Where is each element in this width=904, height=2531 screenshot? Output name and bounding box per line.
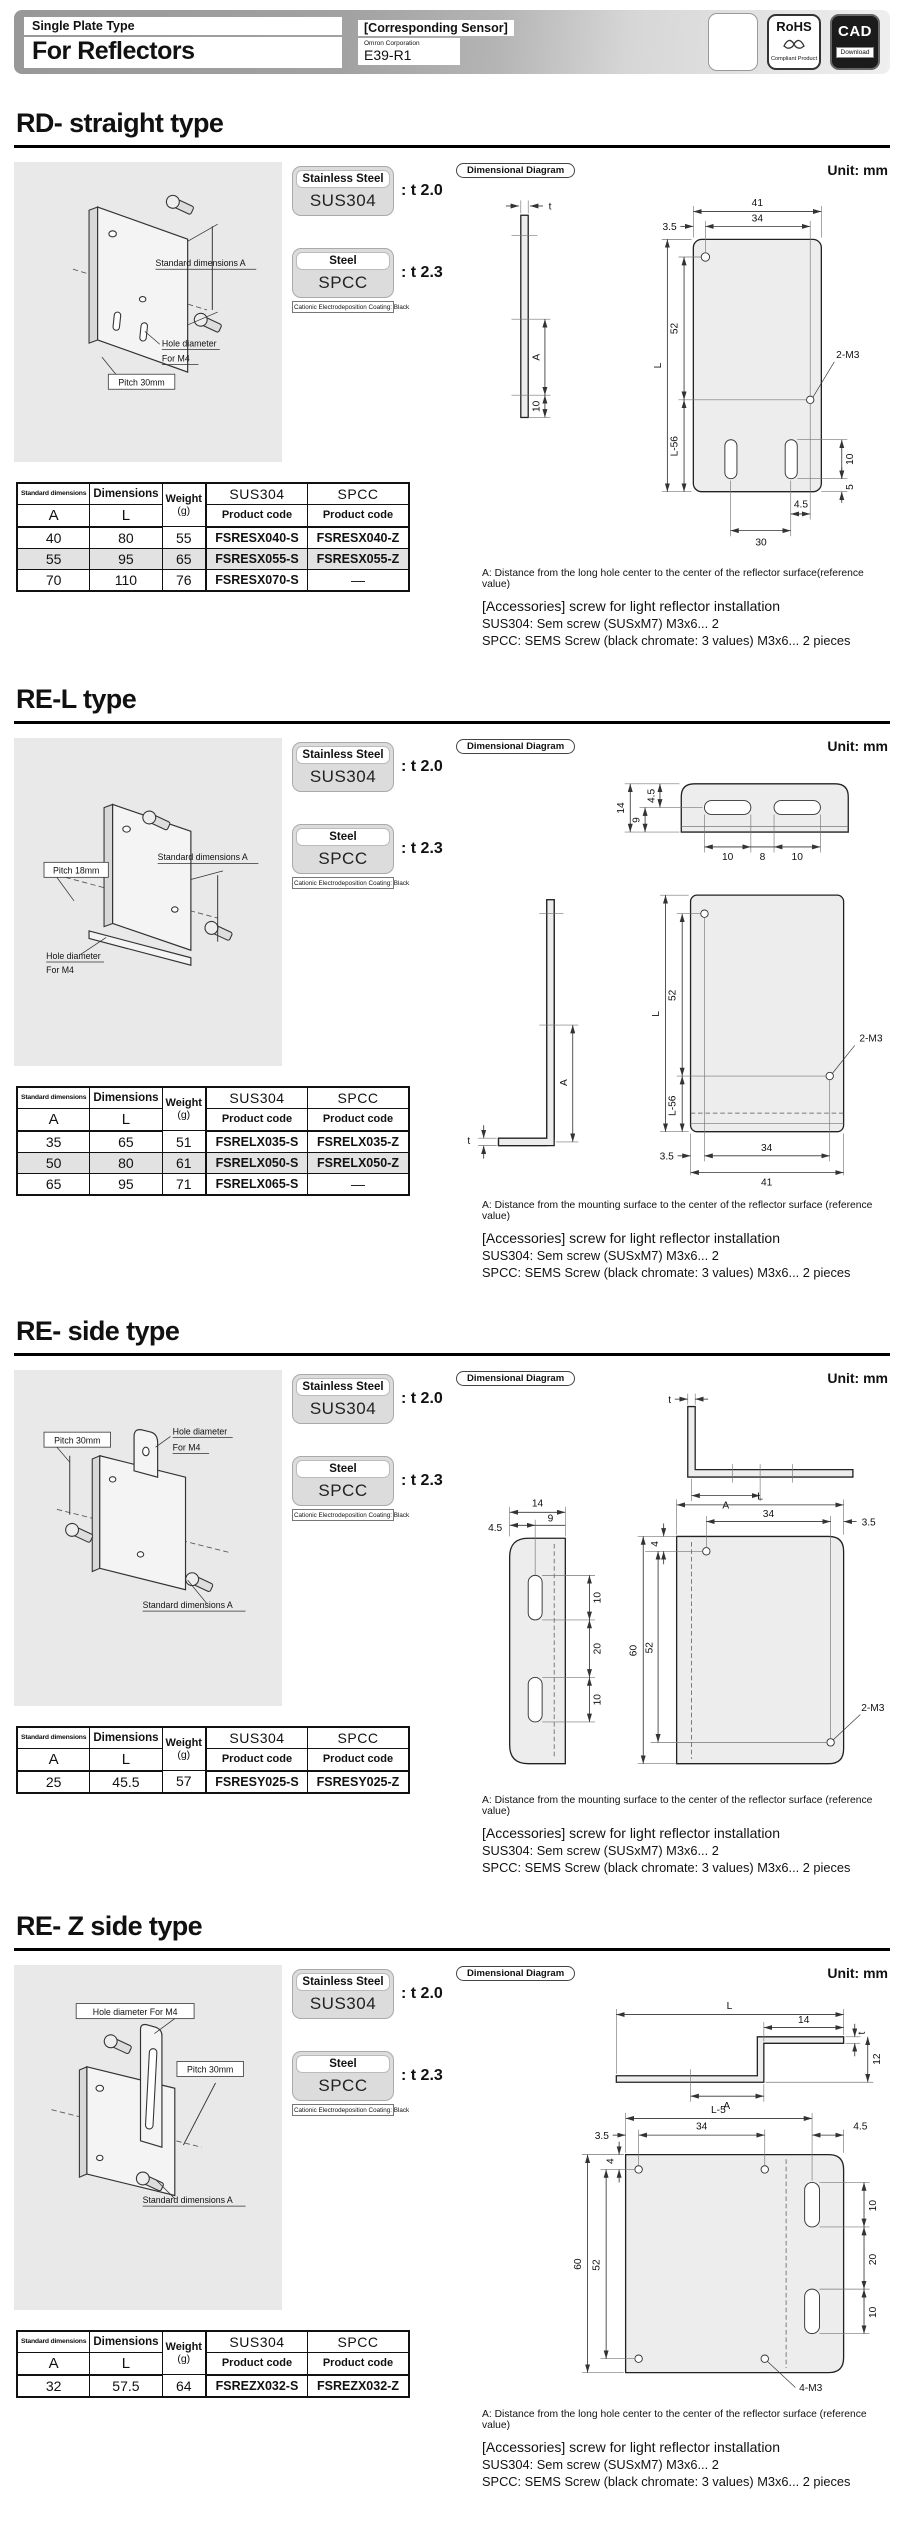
spec-table	[16, 1086, 410, 1196]
illustration-drawing	[14, 1965, 282, 2217]
material-code: SUS304	[309, 1399, 377, 1419]
accessories-title: [Accessories] screw for light reflector installation	[482, 1230, 780, 1247]
note-dimension-a: A: Distance from the mounting surface to the center of the reflector surface (reference value)	[482, 1200, 873, 1223]
rohs-title: RoHS	[776, 19, 812, 34]
illustration-label: Standard dimensions A	[142, 1600, 233, 1611]
material-thickness: : t 2.3	[401, 2067, 443, 2085]
dim-label: A	[722, 1500, 730, 1512]
material-name: Stainless Steel	[296, 746, 390, 764]
col-header: Dimensions	[90, 1087, 162, 1109]
dim-label: 10	[791, 852, 803, 864]
table-row: 70 110 76 FSRESX070-S —	[17, 569, 409, 591]
material-thickness: : t 2.0	[401, 758, 443, 776]
material-thickness: : t 2.3	[401, 840, 443, 858]
section-title: RE- side type	[14, 1316, 890, 1356]
col-header: SUS304	[206, 2331, 308, 2353]
illustration-label: Standard dimensions A	[142, 2195, 233, 2206]
dim-label: 52	[667, 989, 679, 1002]
screw-icon	[192, 311, 223, 334]
page-title: For Reflectors	[24, 37, 342, 68]
section-title: RE-L type	[14, 684, 890, 724]
col-subheader: Product code	[206, 504, 308, 527]
coating-note: Cationic Electrodeposition Coating: Black	[292, 1509, 394, 1521]
col-subheader: L	[90, 504, 162, 527]
coating-note: Cationic Electrodeposition Coating: Black	[292, 877, 394, 889]
col-header: Weight (g)	[162, 2331, 206, 2375]
accessories-sus: SUS304: Sem screw (SUSxM7) M3x6... 2	[482, 1843, 719, 1859]
product-illustration	[14, 1965, 282, 2310]
dim-label: t	[856, 2031, 868, 2035]
material-specs	[292, 1965, 444, 2310]
illustration-label: Hole diameter For M4	[92, 2007, 178, 2018]
col-header: SPCC	[307, 483, 409, 505]
section-re-side-type	[14, 1316, 890, 1877]
col-subheader: Product code	[307, 1748, 409, 1771]
section-notes	[454, 1787, 890, 1875]
col-subheader: L	[90, 2352, 162, 2375]
dim-label: 30	[755, 537, 767, 549]
table-row: 55 95 65 FSRESX055-S FSRESX055-Z	[17, 548, 409, 569]
section-title: RD- straight type	[14, 108, 890, 148]
material-name: Stainless Steel	[296, 1378, 390, 1396]
dim-label: 41	[751, 197, 764, 209]
dim-label: 9	[547, 1513, 554, 1525]
material-name: Stainless Steel	[296, 170, 390, 188]
cad-title: CAD	[838, 23, 872, 40]
illustration-label: Hole diameter	[46, 951, 101, 962]
material-thickness: : t 2.0	[401, 1985, 443, 2003]
dim-label: 10	[868, 2200, 880, 2212]
accessories-spcc: SPCC: SEMS Screw (black chromate: 3 values) M3x6... 2 pieces	[482, 1860, 851, 1876]
dimension-drawing	[454, 1983, 890, 2400]
dim-label: A	[559, 1079, 571, 1087]
material-code: SPCC	[318, 273, 368, 292]
col-header: Weight (g)	[162, 1087, 206, 1131]
dim-label: 34	[696, 2121, 708, 2133]
unit-label: Unit: mm	[827, 738, 888, 755]
dim-label: 4.5	[488, 1523, 503, 1535]
dim-label: 5	[844, 484, 856, 490]
material-steel	[292, 248, 444, 298]
material-thickness: : t 2.3	[401, 1472, 443, 1490]
screw-icon	[102, 2033, 133, 2056]
col-subheader: Product code	[307, 1108, 409, 1131]
section-notes	[454, 560, 890, 648]
dimensional-diagram	[454, 1370, 890, 1877]
dim-label: 52	[644, 1642, 656, 1654]
col-header: SUS304	[206, 1727, 308, 1749]
material-code: SUS304	[309, 767, 377, 787]
unit-label: Unit: mm	[827, 1370, 888, 1387]
corresponding-sensor	[358, 20, 514, 65]
dim-label: L-56	[667, 1095, 679, 1117]
material-sus	[292, 1374, 444, 1424]
illustration-label: Hole diameter	[161, 338, 217, 349]
dim-label: 34	[760, 1143, 773, 1155]
dim-label: A	[723, 2101, 731, 2113]
screw-icon	[203, 920, 234, 943]
dim-label: 8	[759, 852, 766, 864]
dim-label: 2-M3	[859, 1034, 883, 1046]
dim-label: 9	[631, 817, 643, 824]
screw-icon	[164, 193, 195, 216]
col-subheader: Product code	[307, 504, 409, 527]
illustration-label: Pitch 30mm	[118, 377, 165, 388]
dimensional-diagram	[454, 162, 890, 650]
dim-label: 4.5	[853, 2121, 868, 2133]
dim-label: 4	[650, 1541, 662, 1548]
dim-label: L	[652, 362, 664, 369]
illustration-label: Pitch 18mm	[53, 865, 100, 876]
material-specs	[292, 162, 444, 462]
dimensional-diagram-label: Dimensional Diagram	[456, 163, 575, 178]
dim-label: 2-M3	[836, 350, 860, 362]
dim-label: L	[757, 1491, 763, 1503]
col-header: Standard dimensions	[17, 2331, 90, 2353]
dim-label: 10	[844, 453, 856, 465]
col-header: Dimensions	[90, 1727, 162, 1749]
accessories-spcc: SPCC: SEMS Screw (black chromate: 3 values) M3x6... 2 pieces	[482, 1265, 851, 1281]
col-header: Weight (g)	[162, 483, 206, 527]
note-dimension-a: A: Distance from the mounting surface to the center of the reflector surface (reference value)	[482, 1795, 873, 1818]
illustration-label: Pitch 30mm	[187, 2064, 234, 2075]
dimensional-diagram	[454, 738, 890, 1282]
product-illustration	[14, 1370, 282, 1705]
section-notes	[454, 2401, 890, 2489]
dim-label: 60	[573, 2258, 585, 2270]
material-thickness: : t 2.0	[401, 1390, 443, 1408]
illustration-label: Hole diameter	[172, 1426, 228, 1437]
col-header: Dimensions	[90, 2331, 162, 2353]
table-row: 25 45.5 57 FSRESY025-S FSRESY025-Z	[17, 1771, 409, 1793]
col-header: SPCC	[307, 1727, 409, 1749]
cad-download-badge[interactable]	[830, 14, 880, 70]
material-thickness: : t 2.0	[401, 182, 443, 199]
dim-label: 52	[669, 322, 681, 335]
note-dimension-a: A: Distance from the long hole center to the center of the reflector surface(reference value)	[482, 568, 864, 591]
accessories-sus: SUS304: Sem screw (SUSxM7) M3x6... 2	[482, 2456, 719, 2472]
spec-table	[16, 1726, 410, 1794]
dim-label: 3.5	[659, 1151, 674, 1163]
sensor-label: [Corresponding Sensor]	[358, 20, 514, 36]
accessories-spcc: SPCC: SEMS Screw (black chromate: 3 values) M3x6... 2 pieces	[482, 2473, 851, 2489]
sensor-maker: Omron Corporation	[364, 39, 420, 47]
col-subheader: A	[17, 2352, 90, 2375]
dim-label: 12	[871, 2053, 883, 2065]
section-rd-straight-type	[14, 108, 890, 650]
illustration-label: For M4	[161, 353, 190, 364]
section-re-z-side-type	[14, 1911, 890, 2490]
material-name: Steel	[296, 2055, 390, 2073]
illustration-label: Standard dimensions A	[155, 257, 246, 268]
material-specs	[292, 1370, 444, 1705]
dim-label: L	[651, 1011, 663, 1018]
accessories-spcc: SPCC: SEMS Screw (black chromate: 3 values) M3x6... 2 pieces	[482, 633, 851, 649]
col-header: Standard dimensions	[17, 1087, 90, 1109]
screw-icon	[184, 1571, 215, 1594]
dim-label: 10	[531, 400, 543, 413]
sensor-model: E39-R1	[364, 46, 412, 63]
dimensional-diagram-label: Dimensional Diagram	[456, 1966, 575, 1981]
section-re-l-type	[14, 684, 890, 1282]
material-code: SPCC	[318, 2076, 368, 2096]
material-code: SUS304	[309, 191, 377, 210]
spec-table	[16, 482, 410, 592]
dim-label: 2-M3	[861, 1703, 885, 1715]
unit-label: Unit: mm	[827, 1965, 888, 1982]
dim-label: 10	[868, 2306, 880, 2319]
spec-table-wrap	[14, 462, 444, 651]
col-subheader: Product code	[206, 1748, 308, 1771]
screw-icon	[64, 1522, 95, 1545]
material-sus	[292, 166, 444, 216]
material-steel	[292, 1456, 444, 1506]
table-row: 32 57.5 64 FSREZX032-S FSREZX032-Z	[17, 2375, 409, 2397]
dim-label: 10	[721, 852, 734, 864]
dim-label: 4	[605, 2158, 617, 2165]
page-header	[14, 10, 890, 74]
table-row: 65 95 71 FSRELX065-S —	[17, 1173, 409, 1195]
rohs-leaf-icon	[781, 34, 807, 50]
col-header: SPCC	[307, 1087, 409, 1109]
dim-label: 10	[592, 1592, 604, 1604]
empty-badge	[708, 13, 758, 71]
dim-label: 10	[592, 1694, 604, 1706]
product-illustration	[14, 738, 282, 1066]
col-header: SUS304	[206, 483, 308, 505]
accessories-sus: SUS304: Sem screw (SUSxM7) M3x6... 2	[482, 1248, 719, 1264]
product-illustration	[14, 162, 282, 462]
dimension-drawing	[454, 1388, 890, 1787]
illustration-label: For M4	[172, 1442, 201, 1453]
note-dimension-a: A: Distance from the long hole center to the center of the reflector surface (reference value)	[482, 2408, 867, 2431]
dim-label: 4.5	[793, 499, 809, 511]
illustration-drawing	[14, 1370, 282, 1622]
rohs-badge	[767, 14, 821, 70]
material-specs	[292, 738, 444, 1066]
dimensional-diagram-label: Dimensional Diagram	[456, 739, 575, 754]
material-steel	[292, 824, 444, 874]
dimension-drawing	[454, 180, 890, 560]
spec-table-wrap	[14, 2310, 444, 2491]
col-subheader: Product code	[206, 1108, 308, 1131]
rohs-subtitle: Compliant Product	[770, 56, 817, 62]
material-name: Stainless Steel	[296, 1973, 390, 1991]
dimensional-diagram-label: Dimensional Diagram	[456, 1371, 575, 1386]
material-code: SUS304	[309, 1994, 377, 2014]
illustration-drawing	[14, 738, 282, 979]
section-notes	[454, 1192, 890, 1280]
material-steel	[292, 2051, 444, 2101]
dim-label: 3.5	[662, 222, 677, 234]
illustration-drawing	[14, 162, 282, 403]
dim-label: 20	[868, 2253, 880, 2266]
dim-label: L-56	[669, 436, 681, 457]
material-sus	[292, 742, 444, 792]
plate-type-label: Single Plate Type	[24, 17, 342, 35]
coating-note: Cationic Electrodeposition Coating: Black	[292, 301, 394, 313]
col-subheader: A	[17, 1108, 90, 1131]
dim-label: t	[668, 1395, 672, 1407]
sensor-box	[358, 38, 460, 65]
material-sus	[292, 1969, 444, 2019]
header-badges	[708, 13, 880, 71]
dim-label: L	[726, 2001, 733, 2013]
dim-label: 3.5	[594, 2131, 609, 2143]
dim-label: 14	[615, 802, 627, 814]
illustration-label: For M4	[46, 965, 74, 976]
col-subheader: A	[17, 504, 90, 527]
spec-table-wrap	[14, 1066, 444, 1282]
spec-table	[16, 2330, 410, 2398]
col-subheader: L	[90, 1108, 162, 1131]
dim-label: 14	[798, 2015, 810, 2027]
material-code: SPCC	[318, 1481, 368, 1501]
accessories-title: [Accessories] screw for light reflector installation	[482, 2438, 780, 2455]
col-header: Dimensions	[90, 483, 162, 505]
col-subheader: Product code	[307, 2352, 409, 2375]
dim-label: 3.5	[861, 1517, 876, 1529]
accessories-sus: SUS304: Sem screw (SUSxM7) M3x6... 2	[482, 616, 719, 632]
col-header: Weight (g)	[162, 1727, 206, 1771]
col-subheader: A	[17, 1748, 90, 1771]
material-name: Steel	[296, 252, 390, 270]
dim-label: t	[467, 1136, 471, 1148]
table-row: 35 65 51 FSRELX035-S FSRELX035-Z	[17, 1131, 409, 1153]
col-subheader: Product code	[206, 2352, 308, 2375]
dim-label: L-5	[711, 2105, 726, 2117]
dim-label: 41	[760, 1177, 773, 1189]
dim-label: 34	[751, 213, 764, 225]
table-row: 50 80 61 FSRELX050-S FSRELX050-Z	[17, 1152, 409, 1173]
material-thickness: : t 2.3	[401, 264, 443, 281]
material-code: SPCC	[318, 849, 368, 869]
dim-label: 4-M3	[799, 2383, 823, 2395]
section-title: RE- Z side type	[14, 1911, 890, 1951]
illustration-label: Standard dimensions A	[157, 852, 248, 863]
col-header: Standard dimensions	[17, 1727, 90, 1749]
unit-label: Unit: mm	[827, 162, 888, 178]
dimensional-diagram	[454, 1965, 890, 2490]
cad-download-label: Download	[836, 47, 874, 58]
material-name: Steel	[296, 1460, 390, 1478]
dim-label: A	[531, 353, 543, 361]
col-header: Standard dimensions	[17, 483, 90, 505]
dim-label: 52	[591, 2259, 603, 2271]
material-name: Steel	[296, 828, 390, 846]
dim-label: t	[548, 201, 552, 213]
col-header: SUS304	[206, 1087, 308, 1109]
dim-label: 34	[762, 1509, 775, 1521]
coating-note: Cationic Electrodeposition Coating: Black	[292, 2104, 394, 2116]
table-row: 40 80 55 FSRESX040-S FSRESX040-Z	[17, 527, 409, 549]
accessories-title: [Accessories] screw for light reflector installation	[482, 1825, 780, 1842]
spec-table-wrap	[14, 1706, 444, 1878]
dimension-drawing	[454, 756, 890, 1192]
header-titles	[24, 17, 342, 68]
dim-label: 14	[531, 1499, 544, 1511]
accessories-title: [Accessories] screw for light reflector installation	[482, 598, 780, 615]
illustration-label: Pitch 30mm	[54, 1435, 101, 1446]
col-subheader: L	[90, 1748, 162, 1771]
col-header: SPCC	[307, 2331, 409, 2353]
dim-label: 4.5	[646, 789, 658, 804]
dim-label: 20	[592, 1643, 604, 1655]
dim-label: 60	[628, 1645, 640, 1657]
